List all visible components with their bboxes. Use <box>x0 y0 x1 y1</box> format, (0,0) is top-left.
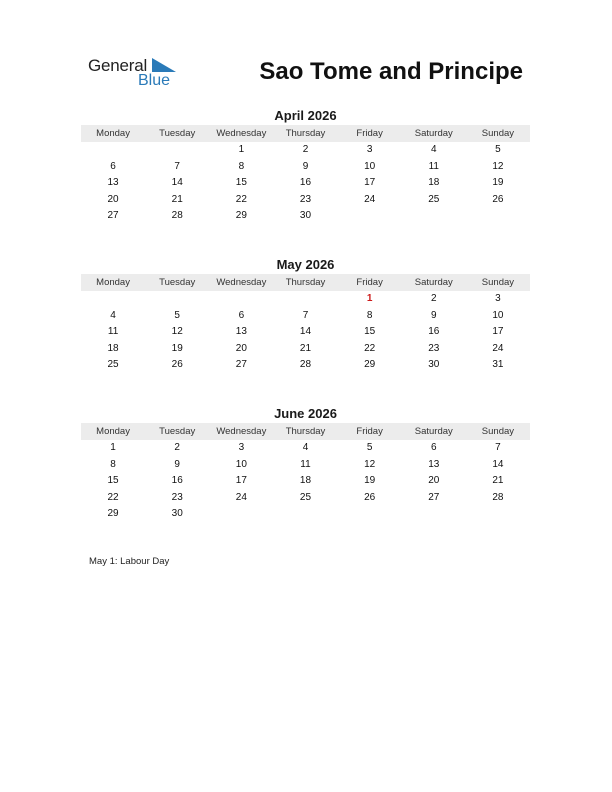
weekday-label: Sunday <box>481 277 515 288</box>
day-cell: 14 <box>171 177 183 189</box>
day-cell: 23 <box>299 193 312 205</box>
day-cell: 10 <box>364 160 376 172</box>
week-row <box>81 490 530 507</box>
day-cell: 9 <box>174 458 180 470</box>
day-cell: 5 <box>495 144 501 155</box>
weekday-label: Saturday <box>414 128 453 139</box>
day-cell: 8 <box>238 160 245 172</box>
weekday-header <box>81 125 530 142</box>
week-row <box>81 324 530 341</box>
weekday-label: Monday <box>96 277 130 288</box>
week-row <box>81 208 530 225</box>
week-row <box>81 440 530 457</box>
day-cell: 9 <box>430 309 437 321</box>
day-cell: 28 <box>492 491 504 503</box>
day-cell <box>81 291 145 308</box>
day-cell: 1 <box>238 144 245 155</box>
logo-general-text: General <box>88 56 148 75</box>
day-cell: 30 <box>428 359 440 371</box>
day-cell: 23 <box>428 342 440 354</box>
weekday-label: Wednesday <box>216 277 267 288</box>
day-cell: 15 <box>107 475 119 487</box>
month-calendar <box>81 256 530 374</box>
day-cell: 10 <box>235 458 247 470</box>
day-cell: 22 <box>235 193 247 205</box>
day-cell: 23 <box>171 491 183 503</box>
day-cell: 24 <box>492 342 504 354</box>
day-cell: 13 <box>235 326 247 338</box>
day-cell: 12 <box>492 160 504 172</box>
day-cell: 5 <box>366 442 373 453</box>
day-cell: 27 <box>107 210 119 222</box>
day-cell <box>402 208 466 225</box>
weekday-label: Tuesday <box>159 277 196 288</box>
week-row <box>81 457 530 474</box>
day-cell: 31 <box>492 359 504 371</box>
day-cell: 20 <box>107 193 119 205</box>
day-cell: 19 <box>492 177 504 189</box>
day-cell: 9 <box>302 160 309 172</box>
day-cell <box>466 208 530 225</box>
day-cell: 14 <box>492 458 504 470</box>
day-cell: 19 <box>364 475 376 487</box>
week-row <box>81 192 530 209</box>
day-cell: 26 <box>364 491 376 503</box>
holiday-note: May 1: Labour Day <box>89 556 170 567</box>
weekday-label: Monday <box>96 128 130 139</box>
day-cell: 25 <box>299 491 312 503</box>
day-cell: 14 <box>299 326 312 338</box>
day-cell <box>402 506 466 523</box>
day-cell <box>273 506 337 523</box>
day-cell: 19 <box>171 342 183 354</box>
day-cell: 22 <box>107 491 119 503</box>
day-cell: 3 <box>238 442 245 453</box>
day-cell: 26 <box>171 359 183 371</box>
weekday-label: Wednesday <box>216 128 267 139</box>
day-cell: 16 <box>428 326 440 338</box>
day-cell: 17 <box>235 475 247 487</box>
day-cell: 21 <box>492 475 504 487</box>
month-calendar <box>81 405 530 523</box>
week-row <box>81 308 530 325</box>
month-title: June 2026 <box>274 406 337 421</box>
day-cell: 6 <box>430 442 437 453</box>
day-cell: 20 <box>235 342 247 354</box>
day-cell: 6 <box>110 160 116 172</box>
day-cell: 29 <box>364 359 376 371</box>
day-cell: 4 <box>430 144 437 155</box>
day-cell: 22 <box>364 342 376 354</box>
day-cell: 25 <box>428 193 440 205</box>
week-row <box>81 473 530 490</box>
day-cell: 4 <box>302 442 309 453</box>
weekday-label: Saturday <box>414 277 453 288</box>
weekday-label: Tuesday <box>159 128 196 139</box>
day-cell: 10 <box>492 309 504 321</box>
day-cell: 16 <box>299 177 312 189</box>
week-row <box>81 291 530 308</box>
day-cell: 20 <box>428 475 440 487</box>
month-calendar <box>81 107 530 225</box>
day-cell: 21 <box>299 342 312 354</box>
day-cell: 21 <box>171 193 183 205</box>
weekday-header <box>81 423 530 440</box>
holiday-day-cell: 1 <box>366 293 373 304</box>
weekday-label: Tuesday <box>159 426 196 437</box>
weekday-label: Thursday <box>285 426 326 437</box>
day-cell: 8 <box>366 309 373 321</box>
weekday-label: Saturday <box>414 426 453 437</box>
day-cell: 13 <box>107 177 119 189</box>
day-cell <box>338 506 402 523</box>
day-cell: 30 <box>299 210 312 222</box>
day-cell: 11 <box>300 458 311 470</box>
day-cell: 3 <box>366 144 373 155</box>
week-row <box>81 357 530 374</box>
day-cell: 17 <box>364 177 376 189</box>
day-cell: 12 <box>364 458 376 470</box>
day-cell: 30 <box>171 508 183 520</box>
day-cell: 2 <box>430 293 437 304</box>
day-cell: 15 <box>364 326 376 338</box>
day-cell: 7 <box>495 442 501 453</box>
day-cell: 15 <box>235 177 247 189</box>
day-cell: 26 <box>492 193 504 205</box>
weekday-label: Sunday <box>481 128 515 139</box>
day-cell: 6 <box>238 309 245 321</box>
day-cell: 16 <box>171 475 183 487</box>
logo-blue-text: Blue <box>138 72 171 89</box>
day-cell: 29 <box>235 210 247 222</box>
day-cell <box>81 142 145 159</box>
day-cell: 17 <box>492 326 504 338</box>
weekday-label: Sunday <box>481 426 515 437</box>
day-cell: 2 <box>302 144 309 155</box>
day-cell: 24 <box>235 491 247 503</box>
weekday-label: Thursday <box>285 277 326 288</box>
day-cell <box>273 291 337 308</box>
day-cell: 4 <box>110 309 116 321</box>
weekday-label: Thursday <box>285 128 326 139</box>
day-cell: 5 <box>174 309 180 321</box>
day-cell <box>209 291 273 308</box>
day-cell: 2 <box>174 442 180 453</box>
weekday-label: Friday <box>356 426 383 437</box>
weekday-label: Friday <box>356 128 383 139</box>
week-row <box>81 142 530 159</box>
weekday-label: Monday <box>96 426 130 437</box>
day-cell <box>145 142 209 159</box>
weekday-label: Wednesday <box>216 426 267 437</box>
day-cell: 29 <box>107 508 119 520</box>
week-row <box>81 341 530 358</box>
logo-triangle-icon <box>152 58 176 72</box>
day-cell: 27 <box>235 359 247 371</box>
weekday-label: Friday <box>356 277 383 288</box>
day-cell: 7 <box>302 309 309 321</box>
month-title: April 2026 <box>274 108 337 123</box>
day-cell <box>145 291 209 308</box>
day-cell: 27 <box>428 491 440 503</box>
day-cell: 8 <box>110 458 116 470</box>
day-cell: 13 <box>428 458 440 470</box>
week-row <box>81 159 530 176</box>
day-cell: 24 <box>364 193 376 205</box>
week-row <box>81 506 530 523</box>
weekday-header <box>81 274 530 291</box>
week-row <box>81 175 530 192</box>
day-cell <box>466 506 530 523</box>
generalblue-logo <box>88 56 188 92</box>
day-cell: 3 <box>495 293 501 304</box>
day-cell: 18 <box>428 177 440 189</box>
day-cell: 1 <box>110 442 116 453</box>
day-cell: 11 <box>428 160 439 172</box>
day-cell: 7 <box>174 160 180 172</box>
day-cell <box>338 208 402 225</box>
day-cell: 12 <box>171 326 183 338</box>
day-cell: 18 <box>299 475 312 487</box>
day-cell: 28 <box>171 210 183 222</box>
day-cell: 18 <box>107 342 119 354</box>
day-cell: 28 <box>299 359 312 371</box>
page-title: Sao Tome and Principe <box>259 58 523 85</box>
day-cell <box>209 506 273 523</box>
month-title: May 2026 <box>276 257 335 272</box>
day-cell: 11 <box>107 326 119 338</box>
day-cell: 25 <box>107 359 119 371</box>
